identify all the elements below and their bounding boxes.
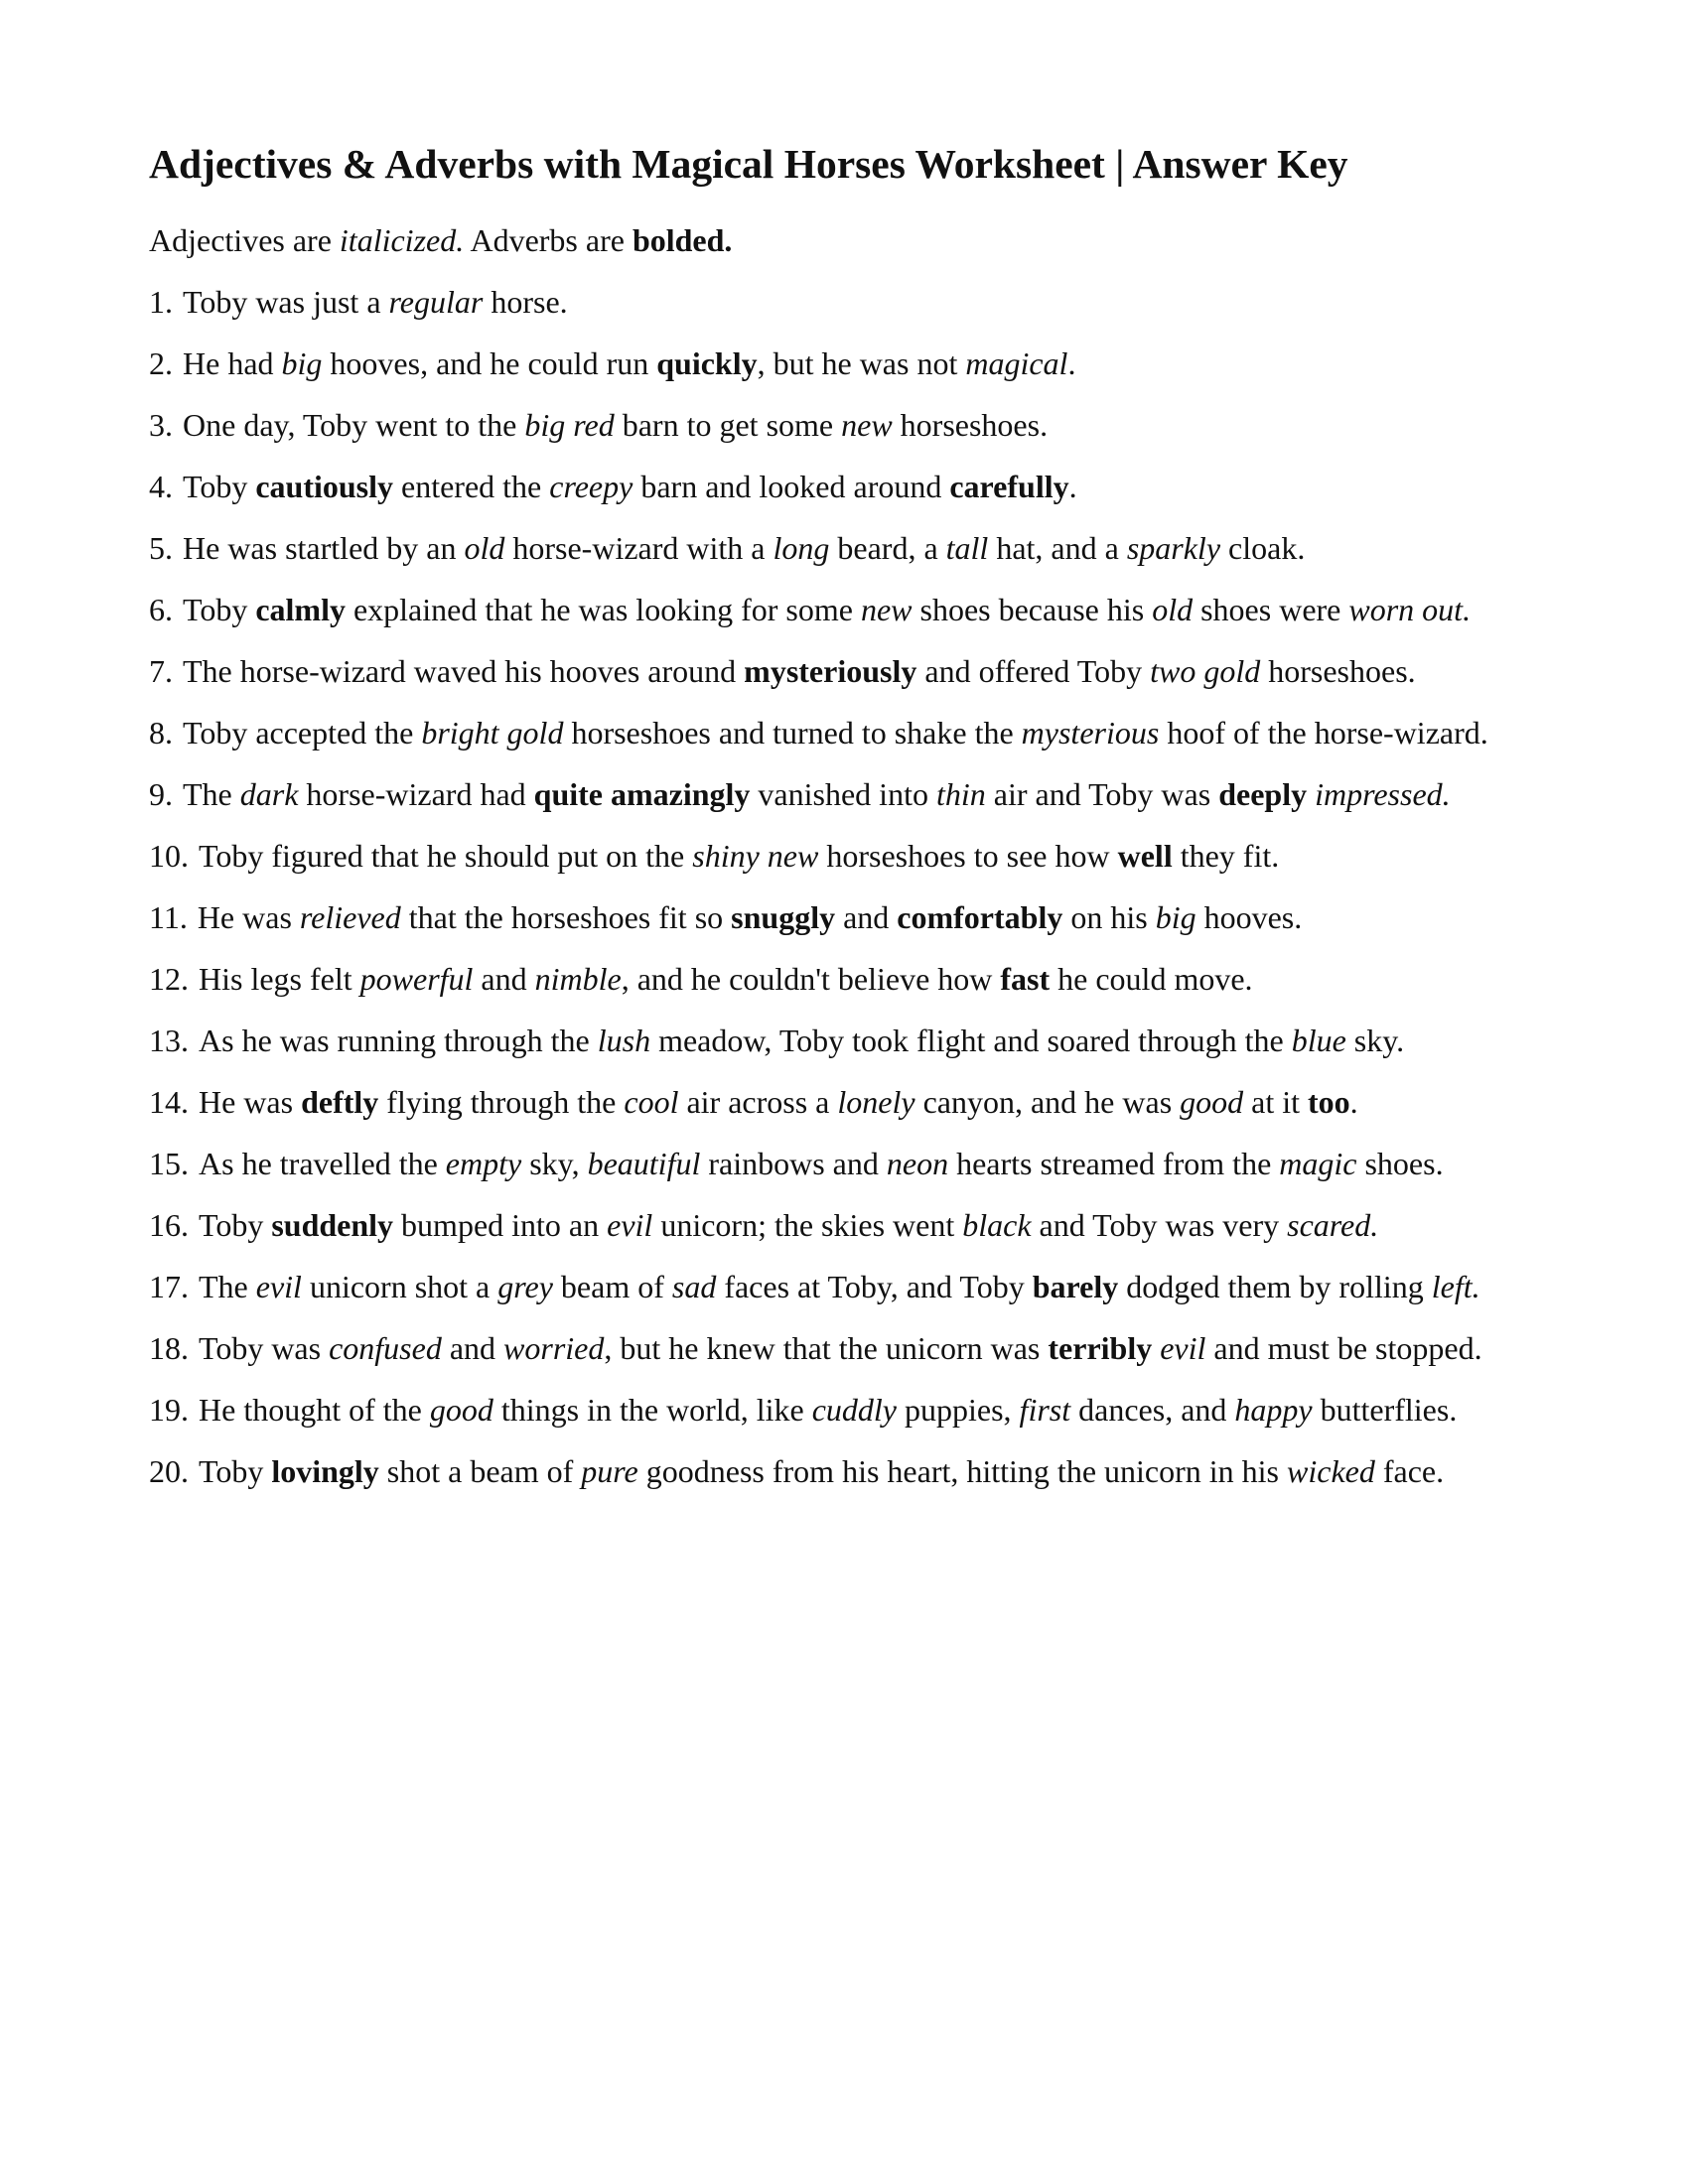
sentence-text: air and Toby was xyxy=(985,776,1219,812)
adjective-word: long xyxy=(773,530,830,566)
adjective-word: relieved xyxy=(299,899,401,935)
item-number: 10. xyxy=(149,838,189,874)
adjective-word: two gold xyxy=(1150,653,1261,689)
adjective-word: big red xyxy=(524,407,615,443)
list-item xyxy=(149,834,1539,878)
item-number: 9. xyxy=(149,776,173,812)
adjective-word: evil xyxy=(607,1207,653,1243)
sentence-text: hooves. xyxy=(1196,899,1303,935)
sentence-text: hoof of the horse-wizard. xyxy=(1159,715,1488,751)
worksheet-page xyxy=(149,139,1539,1511)
sentence-text: . xyxy=(1349,1084,1358,1120)
adverb-word: terribly xyxy=(1048,1330,1153,1366)
sentence-text: , and he couldn't believe how xyxy=(621,961,1001,997)
sentence-text: beard, a xyxy=(829,530,946,566)
item-number: 13. xyxy=(149,1023,189,1058)
adjective-word: new xyxy=(841,407,893,443)
sentence-list xyxy=(149,280,1539,1493)
sentence-text: sky, xyxy=(521,1146,588,1181)
sentence-text: Adjectives are xyxy=(149,222,340,258)
list-item xyxy=(149,465,1539,508)
item-number: 8. xyxy=(149,715,173,751)
sentence-text: puppies, xyxy=(897,1392,1020,1428)
sentence-text: He thought of the xyxy=(199,1392,430,1428)
sentence-text: hooves, and he could run xyxy=(322,345,657,381)
adjective-word: grey xyxy=(497,1269,553,1304)
adjective-word: thin xyxy=(935,776,986,812)
instructions xyxy=(149,218,1539,262)
adjective-word: creepy xyxy=(549,469,633,504)
sentence-text: horseshoes and turned to shake the xyxy=(563,715,1022,751)
adverb-word: quickly xyxy=(656,345,758,381)
sentence-text: and offered Toby xyxy=(916,653,1151,689)
adjective-word: powerful xyxy=(359,961,474,997)
sentence-text: He was xyxy=(197,899,300,935)
sentence-text: he could move. xyxy=(1050,961,1253,997)
sentence-text: Adverbs are xyxy=(464,222,633,258)
sentence-text: One day, Toby went to the xyxy=(183,407,525,443)
adverb-word: suddenly xyxy=(271,1207,394,1243)
sentence-text: cloak. xyxy=(1220,530,1306,566)
adjective-word: cuddly xyxy=(811,1392,897,1428)
item-number: 11. xyxy=(149,899,188,935)
item-number: 15. xyxy=(149,1146,189,1181)
sentence-text: The xyxy=(199,1269,256,1304)
sentence-text: horse. xyxy=(483,284,568,320)
adjective-word: bright gold xyxy=(421,715,564,751)
item-number: 16. xyxy=(149,1207,189,1243)
adjective-word: good xyxy=(1180,1084,1244,1120)
sentence-text: and Toby was very xyxy=(1031,1207,1288,1243)
adverb-word: deeply xyxy=(1218,776,1308,812)
list-item xyxy=(149,711,1539,754)
item-number: 12. xyxy=(149,961,189,997)
list-item xyxy=(149,649,1539,693)
adjective-word: big xyxy=(1155,899,1196,935)
adjective-word: dark xyxy=(239,776,299,812)
sentence-text: at it xyxy=(1243,1084,1309,1120)
adverb-word: mysteriously xyxy=(744,653,917,689)
sentence-text: horseshoes. xyxy=(892,407,1049,443)
adjective-word: confused xyxy=(329,1330,442,1366)
adjective-word: regular xyxy=(388,284,484,320)
sentence-text: horseshoes. xyxy=(1260,653,1416,689)
sentence-text: on his xyxy=(1062,899,1156,935)
adjective-word: lush xyxy=(597,1023,651,1058)
sentence-text: and must be stopped. xyxy=(1205,1330,1482,1366)
sentence-text: shoes because his xyxy=(912,592,1153,627)
sentence-text: Toby xyxy=(183,592,256,627)
sentence-text: As he was running through the xyxy=(199,1023,598,1058)
sentence-text: Toby xyxy=(199,1207,272,1243)
adverb-word: fast xyxy=(1000,961,1051,997)
adverb-word: snuggly xyxy=(731,899,836,935)
sentence-text: goodness from his heart, hitting the unicorn in his xyxy=(637,1453,1287,1489)
item-number: 4. xyxy=(149,469,173,504)
sentence-text: meadow, Toby took flight and soared through the xyxy=(650,1023,1292,1058)
sentence-text: explained that he was looking for some xyxy=(345,592,861,627)
sentence-text: Toby figured that he should put on the xyxy=(199,838,693,874)
sentence-text: hat, and a xyxy=(988,530,1127,566)
sentence-text: canyon, and he was xyxy=(914,1084,1181,1120)
adverb-word: quite amazingly xyxy=(533,776,751,812)
adverb-word: calmly xyxy=(255,592,346,627)
sentence-text: As he travelled the xyxy=(199,1146,446,1181)
adjective-word: italicized. xyxy=(339,222,465,258)
item-number: 6. xyxy=(149,592,173,627)
sentence-text: The xyxy=(183,776,240,812)
adjective-word: new xyxy=(860,592,913,627)
adverb-word: bolded. xyxy=(632,222,733,258)
adjective-word: blue xyxy=(1291,1023,1346,1058)
sentence-text: shot a beam of xyxy=(378,1453,582,1489)
adjective-word: empty xyxy=(445,1146,522,1181)
adverb-word: barely xyxy=(1032,1269,1119,1304)
sentence-text: things in the world, like xyxy=(492,1392,812,1428)
sentence-text: shoes were xyxy=(1193,592,1349,627)
sentence-text: He had xyxy=(183,345,282,381)
sentence-text: , but he was not xyxy=(757,345,966,381)
list-item xyxy=(149,280,1539,324)
adjective-word: happy xyxy=(1234,1392,1313,1428)
list-item xyxy=(149,1388,1539,1432)
sentence-text: and xyxy=(473,961,535,997)
sentence-text: unicorn; the skies went xyxy=(652,1207,963,1243)
list-item xyxy=(149,772,1539,816)
list-item xyxy=(149,1265,1539,1308)
sentence-text: dances, and xyxy=(1070,1392,1235,1428)
sentence-text: entered the xyxy=(393,469,550,504)
sentence-text: rainbows and xyxy=(700,1146,887,1181)
adverb-word: cautiously xyxy=(255,469,393,504)
sentence-text: Toby was just a xyxy=(183,284,389,320)
sentence-text: butterflies. xyxy=(1312,1392,1458,1428)
sentence-text: face. xyxy=(1374,1453,1445,1489)
adjective-word: magic xyxy=(1279,1146,1357,1181)
list-item xyxy=(149,957,1539,1001)
page-title: Adjectives & Adverbs with Magical Horses Worksheet | Answer Key xyxy=(149,141,1348,187)
sentence-text: His legs felt xyxy=(199,961,360,997)
list-item xyxy=(149,526,1539,570)
adjective-word: mysterious xyxy=(1021,715,1160,751)
list-item xyxy=(149,1080,1539,1124)
adjective-word: shiny new xyxy=(692,838,819,874)
sentence-text: hearts streamed from the xyxy=(948,1146,1280,1181)
sentence-text: faces at Toby, and Toby xyxy=(716,1269,1033,1304)
item-number: 3. xyxy=(149,407,173,443)
adjective-word: black xyxy=(962,1207,1032,1243)
list-item xyxy=(149,1449,1539,1493)
sentence-text: and xyxy=(835,899,898,935)
sentence-text: shoes. xyxy=(1356,1146,1444,1181)
adjective-word: beautiful xyxy=(587,1146,701,1181)
list-item xyxy=(149,895,1539,939)
sentence-text: barn and looked around xyxy=(633,469,950,504)
list-item xyxy=(149,588,1539,631)
list-item xyxy=(149,1203,1539,1247)
sentence-text: , but he knew that the unicorn was xyxy=(604,1330,1049,1366)
sentence-text: vanished into xyxy=(750,776,936,812)
adjective-word: sparkly xyxy=(1126,530,1221,566)
sentence-text: The horse-wizard waved his hooves around xyxy=(183,653,745,689)
sentence-text: . xyxy=(1068,469,1077,504)
sentence-text: horse-wizard with a xyxy=(504,530,774,566)
adjective-word: old xyxy=(1152,592,1194,627)
sentence-text: horse-wizard had xyxy=(298,776,534,812)
sentence-text: . xyxy=(1067,345,1076,381)
adjective-word: evil xyxy=(1160,1330,1206,1366)
item-number: 14. xyxy=(149,1084,189,1120)
list-item xyxy=(149,341,1539,385)
adjective-word: magical xyxy=(965,345,1068,381)
sentence-text: sky. xyxy=(1345,1023,1405,1058)
adjective-word: wicked xyxy=(1287,1453,1375,1489)
adverb-word: carefully xyxy=(949,469,1069,504)
sentence-text: that the horseshoes fit so xyxy=(400,899,732,935)
sentence-text: and xyxy=(441,1330,504,1366)
adjective-word: scared. xyxy=(1287,1207,1379,1243)
adjective-word: impressed. xyxy=(1315,776,1451,812)
sentence-text: horseshoes to see how xyxy=(818,838,1118,874)
adjective-word: tall xyxy=(945,530,989,566)
item-number: 18. xyxy=(149,1330,189,1366)
sentence-text: He was xyxy=(199,1084,302,1120)
sentence-text: unicorn shot a xyxy=(301,1269,498,1304)
item-number: 17. xyxy=(149,1269,189,1304)
adjective-word: left. xyxy=(1431,1269,1480,1304)
adjective-word: worn out. xyxy=(1348,592,1472,627)
adverb-word: deftly xyxy=(301,1084,379,1120)
adjective-word: neon xyxy=(886,1146,949,1181)
sentence-text: Toby was xyxy=(199,1330,330,1366)
adverb-word: too xyxy=(1308,1084,1350,1120)
item-number: 2. xyxy=(149,345,173,381)
adjective-word: pure xyxy=(581,1453,638,1489)
adverb-word: comfortably xyxy=(897,899,1063,935)
list-item xyxy=(149,1019,1539,1062)
adjective-word: cool xyxy=(624,1084,679,1120)
item-number: 20. xyxy=(149,1453,189,1489)
adjective-word: worried xyxy=(503,1330,605,1366)
item-number: 7. xyxy=(149,653,173,689)
list-item xyxy=(149,1326,1539,1370)
adverb-word: well xyxy=(1117,838,1173,874)
adjective-word: first xyxy=(1019,1392,1071,1428)
sentence-text: beam of xyxy=(552,1269,672,1304)
sentence-text: Toby xyxy=(199,1453,272,1489)
sentence-text: barn to get some xyxy=(614,407,842,443)
list-item xyxy=(149,1142,1539,1185)
adjective-word: old xyxy=(464,530,505,566)
item-number: 1. xyxy=(149,284,173,320)
adjective-word: lonely xyxy=(837,1084,915,1120)
sentence-text: dodged them by rolling xyxy=(1118,1269,1432,1304)
item-number: 5. xyxy=(149,530,173,566)
list-item xyxy=(149,403,1539,447)
adjective-word: evil xyxy=(255,1269,302,1304)
adjective-word: sad xyxy=(671,1269,717,1304)
adjective-word: nimble xyxy=(534,961,622,997)
adverb-word: lovingly xyxy=(271,1453,379,1489)
adjective-word: good xyxy=(429,1392,493,1428)
sentence-text: bumped into an xyxy=(393,1207,608,1243)
sentence-text: Toby accepted the xyxy=(183,715,422,751)
sentence-text xyxy=(1307,776,1315,812)
adjective-word: big xyxy=(281,345,323,381)
sentence-text: air across a xyxy=(678,1084,838,1120)
sentence-text: Toby xyxy=(183,469,256,504)
item-number: 19. xyxy=(149,1392,189,1428)
sentence-text: they fit. xyxy=(1172,838,1280,874)
sentence-text: He was startled by an xyxy=(183,530,465,566)
sentence-text: flying through the xyxy=(378,1084,625,1120)
